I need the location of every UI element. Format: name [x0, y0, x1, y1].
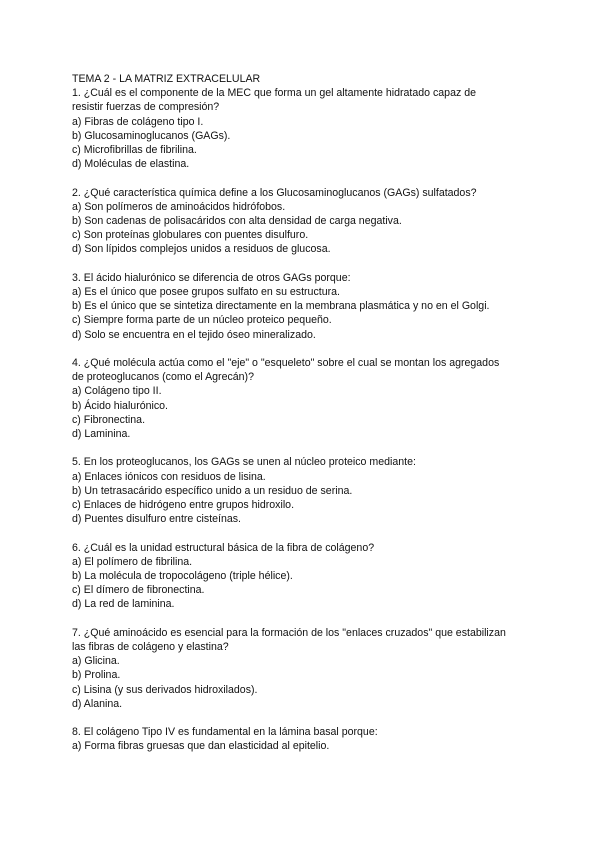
question-3: [72, 271, 542, 342]
answer-option: d) Solo se encuentra en el tejido óseo mineralizado.: [72, 328, 316, 341]
question-stem-line: 4. ¿Qué molécula actúa como el "eje" o "esqueleto" sobre el cual se montan los agregados: [72, 357, 500, 370]
question-1: [72, 86, 542, 171]
document-page: [72, 72, 542, 768]
answer-option: c) Siempre forma parte de un núcleo proteico pequeño.: [72, 314, 332, 327]
answer-option: a) Forma fibras gruesas que dan elasticidad al epitelio.: [72, 740, 330, 753]
question-5: [72, 455, 542, 526]
question-8: [72, 725, 542, 753]
answer-option: d) Laminina.: [72, 428, 131, 441]
question-stem-line: 6. ¿Cuál es la unidad estructural básica de la fibra de colágeno?: [72, 541, 375, 554]
answer-option: a) El polímero de fibrilina.: [72, 555, 193, 568]
question-7: [72, 626, 542, 711]
question-stem-line: 5. En los proteoglucanos, los GAGs se unen al núcleo proteico mediante:: [72, 456, 416, 469]
question-stem-line: 2. ¿Qué característica química define a los Glucosaminoglucanos (GAGs) sulfatados?: [72, 186, 477, 199]
question-stem-line: resistir fuerzas de compresión?: [72, 101, 220, 114]
answer-option: c) Fibronectina.: [72, 413, 146, 426]
question-stem-line: 1. ¿Cuál es el componente de la MEC que forma un gel altamente hidratado capaz de: [72, 87, 476, 100]
answer-option: c) Enlaces de hidrógeno entre grupos hidroxilo.: [72, 499, 295, 512]
answer-option: d) La red de laminina.: [72, 598, 175, 611]
answer-option: b) Ácido hialurónico.: [72, 399, 168, 412]
question-4: [72, 356, 542, 441]
question-stem-line: de proteoglucanos (como el Agrecán)?: [72, 371, 254, 384]
answer-option: b) Es el único que se sintetiza directamente en la membrana plasmática y no en el Golgi.: [72, 300, 490, 313]
document-title: TEMA 2 - LA MATRIZ EXTRACELULAR: [72, 73, 261, 85]
answer-option: c) Lisina (y sus derivados hidroxilados).: [72, 683, 258, 696]
answer-option: d) Son lípidos complejos unidos a residuos de glucosa.: [72, 243, 331, 256]
answer-option: a) Fibras de colágeno tipo I.: [72, 115, 204, 128]
answer-option: a) Es el único que posee grupos sulfato en su estructura.: [72, 286, 340, 299]
answer-option: d) Moléculas de elastina.: [72, 158, 190, 171]
question-stem-line: 8. El colágeno Tipo IV es fundamental en la lámina basal porque:: [72, 726, 378, 739]
answer-option: d) Alanina.: [72, 697, 123, 710]
answer-option: a) Colágeno tipo II.: [72, 385, 162, 398]
answer-option: b) Son cadenas de polisacáridos con alta densidad de carga negativa.: [72, 215, 402, 228]
question-stem-line: las fibras de colágeno y elastina?: [72, 641, 229, 654]
answer-option: a) Enlaces iónicos con residuos de lisina.: [72, 470, 266, 483]
answer-option: b) La molécula de tropocolágeno (triple hélice).: [72, 570, 293, 583]
question-6: [72, 541, 542, 612]
answer-option: b) Prolina.: [72, 669, 121, 682]
answer-option: b) Un tetrasacárido específico unido a un residuo de serina.: [72, 484, 353, 497]
question-stem-line: 3. El ácido hialurónico se diferencia de otros GAGs porque:: [72, 271, 351, 284]
answer-option: c) El dímero de fibronectina.: [72, 584, 205, 597]
answer-option: c) Son proteínas globulares con puentes disulfuro.: [72, 229, 309, 242]
answer-option: c) Microfibrillas de fibrilina.: [72, 144, 197, 157]
question-stem-line: 7. ¿Qué aminoácido es esencial para la formación de los "enlaces cruzados" que estabilizan: [72, 626, 506, 639]
question-2: [72, 186, 542, 257]
answer-option: b) Glucosaminoglucanos (GAGs).: [72, 129, 231, 142]
answer-option: d) Puentes disulfuro entre cisteínas.: [72, 513, 242, 526]
answer-option: a) Son polímeros de aminoácidos hidrófobos.: [72, 200, 286, 213]
answer-option: a) Glicina.: [72, 655, 120, 668]
